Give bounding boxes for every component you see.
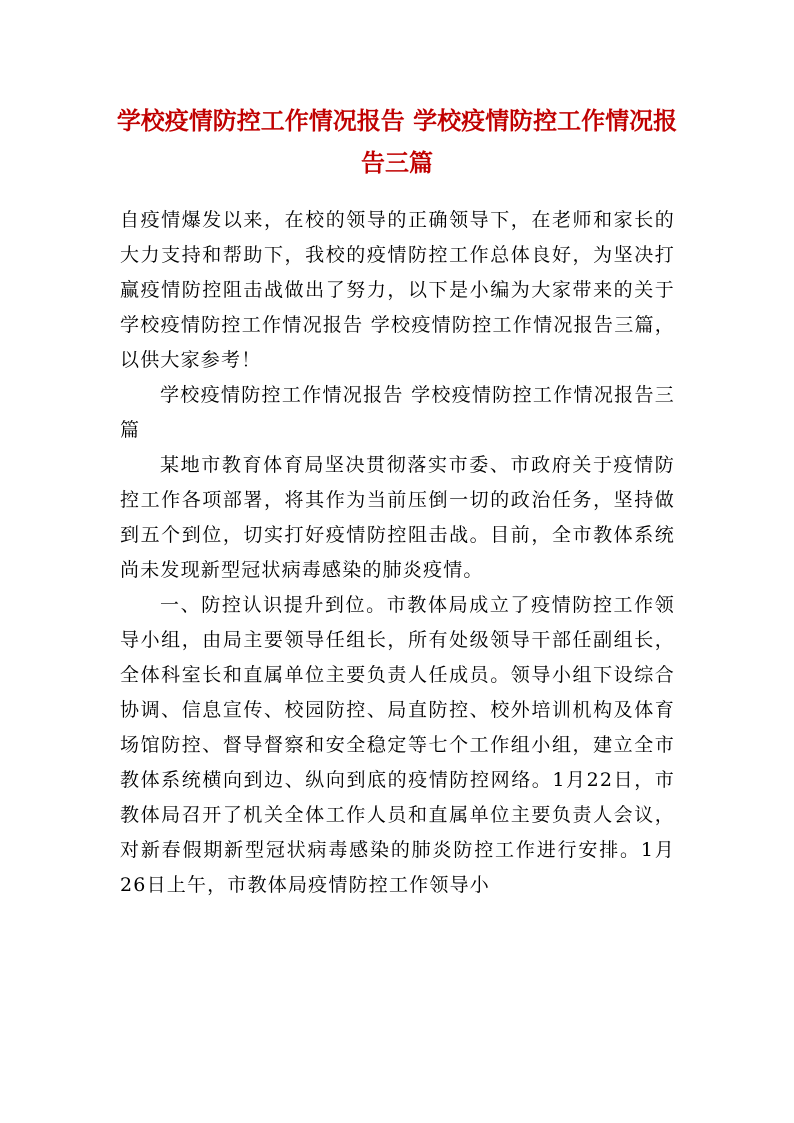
section-heading-paragraph: 学校疫情防控工作情况报告 学校疫情防控工作情况报告三篇 [120, 384, 675, 441]
intro-paragraph: 自疫情爆发以来，在校的领导的正确领导下，在老师和家长的大力支持和帮助下，我校的疫情防控工作总体良好，为坚决打赢疫情防控阻击战做出了努力，以下是小编为大家带来的关于学校疫情防控工作情况报告 学校疫情防控工作情况报告三篇，以供大家参考！ [120, 209, 675, 371]
overview-paragraph: 某地市教育体育局坚决贯彻落实市委、市政府关于疫情防控工作各项部署，将其作为当前压倒一切的政治任务，坚持做到五个到位，切实打好疫情防控阻击战。目前，全市教体系统尚未发现新型冠状病毒感染的肺炎疫情。 [120, 454, 675, 581]
point-one-paragraph: 一、防控认识提升到位。市教体局成立了疫情防控工作领导小组，由局主要领导任组长，所有处级领导干部任副组长，全体科室长和直属单位主要负责人任成员。领导小组下设综合协调、信息宣传、校园防控、局直防控、校外培训机构及体育场馆防控、督导督察和安全稳定等七个工作组小组，建立全市教体系统横向到边、纵向到底的疫情防控网络。1月22日，市教体局召开了机关全体工作人员和直属单位主要负责人会议，对新春假期新型冠状病毒感染的肺炎防控工作进行安排。1月26日上午，市教体局疫情防控工作领导小 [120, 594, 675, 896]
document-body [120, 203, 675, 903]
document-title: 学校疫情防控工作情况报告 学校疫情防控工作情况报告三篇 [116, 106, 678, 177]
